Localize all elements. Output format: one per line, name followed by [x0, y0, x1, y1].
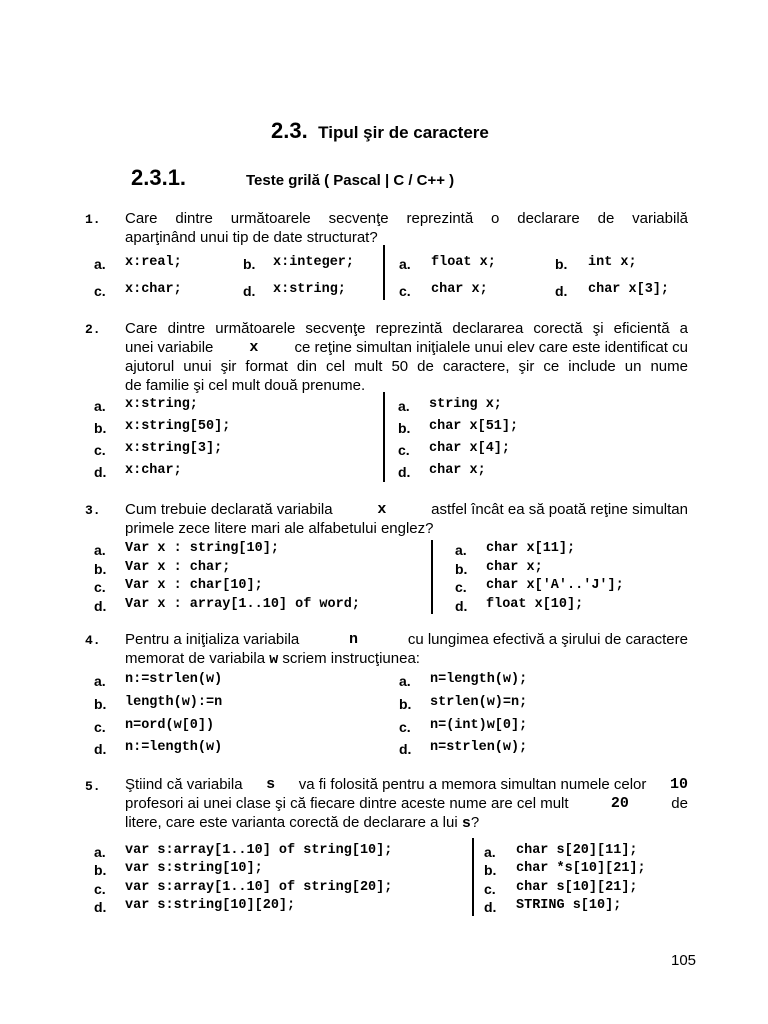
option-label: b.: [455, 561, 468, 577]
question-line: [125, 630, 688, 649]
question-text: [125, 209, 688, 247]
question-number: 3.: [85, 503, 101, 518]
option-text[interactable]: length(w):=n: [125, 695, 223, 710]
subsection-heading: [131, 165, 186, 191]
option-text[interactable]: Var x : char[10];: [125, 578, 263, 593]
question-text: [125, 500, 688, 538]
option-label: b.: [398, 420, 411, 436]
option-label: a.: [94, 256, 106, 272]
option-label: d.: [399, 741, 412, 757]
question-line: [125, 813, 688, 833]
question-line: Care dintre următoarele secvenţe reprezintă o declarare de variabilă: [125, 210, 688, 227]
page-number: 105: [671, 952, 697, 969]
option-text[interactable]: var s:string[10];: [125, 861, 263, 876]
question-line-part: profesori ai unei clase şi că fiecare dintre aceste nume are cel mult: [125, 795, 569, 812]
question-line-part: memorat de variabila: [125, 650, 266, 667]
option-label: c.: [399, 719, 411, 735]
option-label: a.: [94, 542, 106, 558]
option-text[interactable]: x:char;: [125, 282, 182, 297]
subsection-number: 2.3.1.: [131, 165, 187, 190]
question-line-part: ce reţine simultan iniţialele unui elev care este identificat cu: [294, 339, 688, 356]
option-label: c.: [94, 442, 106, 458]
option-label: c.: [399, 283, 411, 299]
question-text: [125, 319, 688, 395]
option-label: a.: [94, 844, 106, 860]
option-label: a.: [94, 398, 106, 414]
question-line: [125, 338, 688, 357]
option-text[interactable]: x:string[3];: [125, 441, 223, 456]
question-line: primele zece litere mari ale alfabetului englez?: [125, 520, 434, 537]
option-label: d.: [94, 464, 107, 480]
option-text[interactable]: x:string[50];: [125, 419, 231, 434]
option-label: b.: [94, 561, 107, 577]
section-number: 2.3.: [271, 118, 308, 143]
question-text: [125, 630, 688, 669]
variable-name: s: [461, 815, 471, 832]
option-label: b.: [555, 256, 568, 272]
option-label: d.: [94, 741, 107, 757]
question-number: 1.: [85, 212, 101, 227]
option-label: d.: [555, 283, 568, 299]
question-number: 2.: [85, 322, 101, 337]
variable-name: s: [266, 776, 276, 793]
option-label: a.: [398, 398, 410, 414]
question-line-part: astfel încât ea să poată reţine simultan: [431, 501, 688, 518]
option-label: c.: [94, 579, 106, 595]
question-line: ajutorul unui şir format din cel mult 50 de caractere, şir ce include un nume: [125, 358, 688, 375]
option-text[interactable]: n=(int)w[0];: [430, 718, 528, 733]
question-line: [125, 794, 688, 813]
option-text[interactable]: n=length(w);: [430, 672, 528, 687]
question-line: de familie şi cel mult două prenume.: [125, 377, 366, 394]
question-line: Care dintre următoarele secvenţe reprezintă declararea corectă şi eficientă a: [125, 320, 688, 337]
option-text[interactable]: char x[51];: [429, 419, 519, 434]
option-text[interactable]: Var x : string[10];: [125, 541, 279, 556]
option-text[interactable]: n=ord(w[0]): [125, 718, 215, 733]
option-text[interactable]: int x;: [588, 255, 637, 270]
option-label: a.: [455, 542, 467, 558]
option-text[interactable]: STRING s[10];: [516, 898, 622, 913]
question-number: 4.: [85, 633, 101, 648]
option-label: a.: [399, 673, 411, 689]
option-text[interactable]: char x;: [431, 282, 488, 297]
option-text[interactable]: n:=strlen(w): [125, 672, 223, 687]
question-line-part: Cum trebuie declarată variabila: [125, 501, 333, 518]
option-text[interactable]: x:string;: [125, 397, 198, 412]
option-label: d.: [94, 899, 107, 915]
option-text[interactable]: x:string;: [273, 282, 346, 297]
option-label: c.: [94, 719, 106, 735]
option-label: a.: [484, 844, 496, 860]
option-label: d.: [484, 899, 497, 915]
option-label: b.: [94, 696, 107, 712]
option-label: b.: [243, 256, 256, 272]
question-line: aparţinând unui tip de date structurat?: [125, 229, 378, 246]
question-line-part: unei variabile: [125, 339, 214, 356]
question-line-part: Ştiind că variabila: [125, 776, 243, 793]
section-title: Tipul şir de caractere: [318, 123, 489, 142]
option-text[interactable]: char s[20][11];: [516, 843, 638, 858]
option-label: d.: [398, 464, 411, 480]
column-divider: [383, 245, 385, 300]
option-text[interactable]: float x[10];: [486, 597, 584, 612]
option-text[interactable]: x:real;: [125, 255, 182, 270]
option-label: b.: [94, 420, 107, 436]
number-value: 20: [610, 795, 629, 812]
option-label: d.: [455, 598, 468, 614]
question-line: [125, 649, 688, 669]
option-text[interactable]: char s[10][21];: [516, 880, 638, 895]
option-label: a.: [399, 256, 411, 272]
section-heading: [271, 118, 489, 144]
column-divider: [472, 838, 474, 916]
question-text: [125, 775, 688, 833]
option-text[interactable]: var s:array[1..10] of string[20];: [125, 880, 393, 895]
option-text[interactable]: char x;: [429, 463, 486, 478]
column-divider: [431, 540, 433, 614]
option-text[interactable]: x:integer;: [273, 255, 355, 270]
question-line-part: va fi folosită pentru a memora simultan numele celor: [298, 776, 647, 793]
option-text[interactable]: string x;: [429, 397, 502, 412]
option-text[interactable]: var s:array[1..10] of string[10];: [125, 843, 393, 858]
option-text[interactable]: char x[11];: [486, 541, 576, 556]
column-divider: [383, 392, 385, 482]
option-label: d.: [94, 598, 107, 614]
question-line: [125, 500, 688, 519]
option-label: c.: [94, 283, 106, 299]
option-text[interactable]: x:char;: [125, 463, 182, 478]
variable-name: n: [349, 631, 359, 648]
option-label: c.: [94, 881, 106, 897]
option-text[interactable]: char x[3];: [588, 282, 670, 297]
option-text[interactable]: var s:string[10][20];: [125, 898, 296, 913]
question-number: 5.: [85, 779, 101, 794]
option-label: b.: [399, 696, 412, 712]
option-text[interactable]: strlen(w)=n;: [430, 695, 528, 710]
question-line-part: ?: [470, 814, 480, 831]
option-label: a.: [94, 673, 106, 689]
question-line-part: de: [671, 795, 688, 812]
option-text[interactable]: n:=length(w): [125, 740, 223, 755]
option-text[interactable]: char *s[10][21];: [516, 861, 646, 876]
question-line-part: scriem instrucţiunea:: [282, 650, 420, 667]
option-label: b.: [94, 862, 107, 878]
question-line-part: Pentru a iniţializa variabila: [125, 631, 300, 648]
question-line-part: litere, care este varianta corectă de declarare a lui: [125, 814, 458, 831]
option-label: b.: [484, 862, 497, 878]
number-value: 10: [669, 776, 688, 793]
option-text[interactable]: Var x : array[1..10] of word;: [125, 597, 360, 612]
question-line: [125, 775, 688, 794]
option-text[interactable]: Var x : char;: [125, 560, 231, 575]
option-text[interactable]: char x[4];: [429, 441, 511, 456]
option-label: c.: [484, 881, 496, 897]
question-line-part: cu lungimea efectivă a şirului de caractere: [407, 631, 688, 648]
option-label: c.: [455, 579, 467, 595]
option-label: d.: [243, 283, 256, 299]
option-text[interactable]: float x;: [431, 255, 496, 270]
option-text[interactable]: char x['A'..'J'];: [486, 578, 624, 593]
subsection-title: Teste grilă ( Pascal | C / C++ ): [246, 172, 455, 189]
option-text[interactable]: n=strlen(w);: [430, 740, 528, 755]
variable-name: x: [249, 339, 259, 356]
option-text[interactable]: char x;: [486, 560, 543, 575]
variable-name: w: [269, 651, 279, 668]
variable-name: x: [377, 501, 387, 518]
option-label: c.: [398, 442, 410, 458]
